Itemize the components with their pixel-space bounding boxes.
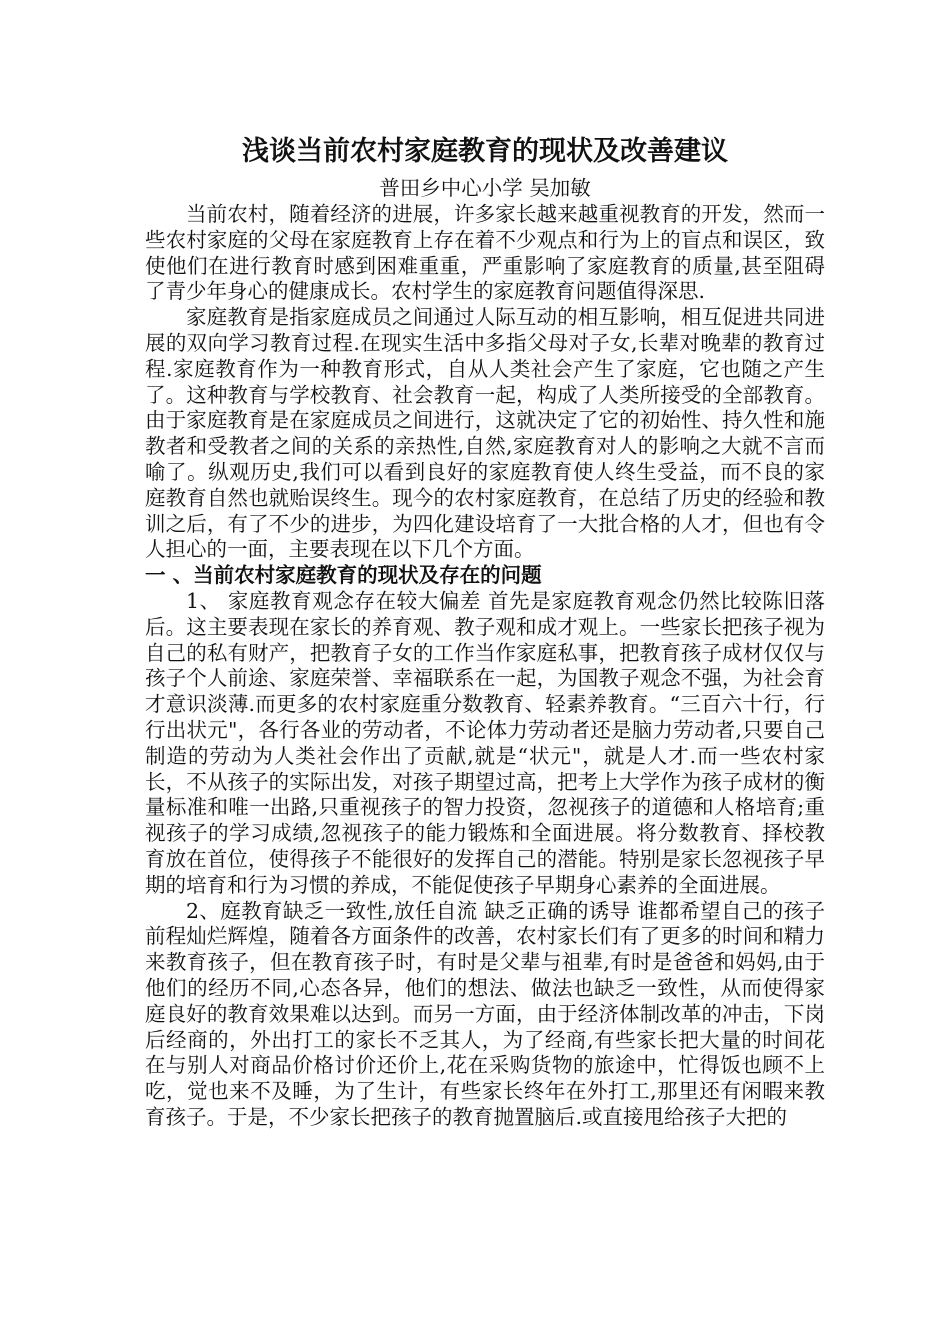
document-author: 普田乡中心小学 吴加敏 bbox=[379, 176, 591, 200]
paragraph-intro: 当前农村，随着经济的进展，许多家长越来越重视教育的开发，然而一些农村家庭的父母在家庭教育上存在着不少观点和行为上的盲点和误区，致使他们在进行教育时感到困难重重，严重影响了家庭教育的质量,甚至阻碍了青少年身心的健康成长。农村学生的家庭教育问题值得深思. bbox=[145, 202, 825, 304]
section-heading: 一 、当前农村家庭教育的现状及存在的问题 bbox=[145, 563, 542, 588]
paragraph-point-1: 1、 家庭教育观念存在较大偏差 首先是家庭教育观念仍然比较陈旧落后。这主要表现在家长的养育观、教子观和成才观上。一些家长把孩子视为自己的私有财产，把教育子女的工作当作家庭私事，把教育孩子成材仅仅与孩子个人前途、家庭荣誉、幸福联系在一起，为国教子观念不强，为社会育才意识淡薄.而更多的农村家庭重分数教育、轻素养教育。“三百六十行，行行出状元"，各行各业的劳动者，不论体力劳动者还是脑力劳动者,只要自己制造的劳动为人类社会作出了贡献,就是“状元"，就是人才.而一些农村家长，不从孩子的实际出发，对孩子期望过高，把考上大学作为孩子成材的衡量标准和唯一出路,只重视孩子的智力投资，忽视孩子的道德和人格培育;重视孩子的学习成绩,忽视孩子的能力锻炼和全面进展。将分数教育、择校教育放在首位，使得孩子不能很好的发挥自己的潜能。特别是家长忽视孩子早期的培育和行为习惯的养成，不能促使孩子早期身心素养的全面进展。 bbox=[145, 588, 825, 897]
document-title: 浅谈当前农村家庭教育的现状及改善建议 bbox=[242, 136, 728, 167]
document-body bbox=[145, 132, 825, 1131]
paragraph-definition: 家庭教育是指家庭成员之间通过人际互动的相互影响，相互促进共同进展的双向学习教育过程.在现实生活中多指父母对子女,长辈对晚辈的教育过程.家庭教育作为一种教育形式，自从人类社会产生了家庭，它也随之产生了。这种教育与学校教育、社会教育一起，构成了人类所接受的全部教育。由于家庭教育是在家庭成员之间进行，这就决定了它的初始性、持久性和施教者和受教者之间的关系的亲热性,自然,家庭教育对人的影响之大就不言而喻了。纵观历史,我们可以看到良好的家庭教育使人终生受益，而不良的家庭教育自然也就贻误终生。现今的农村家庭教育，在总结了历史的经验和教训之后，有了不少的进步，为四化建设培育了一大批合格的人才，但也有令人担心的一面，主要表现在以下几个方面。 bbox=[145, 305, 825, 562]
paragraph-point-2: 2、庭教育缺乏一致性,放任自流 缺乏正确的诱导 谁都希望自己的孩子前程灿烂辉煌，随着各方面条件的改善，农村家长们有了更多的时间和精力来教育孩子，但在教育孩子时，有时是父辈与祖辈,有时是爸爸和妈妈,由于他们的经历不同,心态各异，他们的想法、做法也缺乏一致性，从而使得家庭良好的教育效果难以达到。而另一方面，由于经济体制改革的冲击，下岗后经商的，外出打工的家长不乏其人，为了经商,有些家长把大量的时间花在与别人对商品价格讨价还价上,花在采购货物的旅途中，忙得饭也顾不上吃，觉也来不及睡，为了生计，有些家长终年在外打工,那里还有闲暇来教育孩子。于是，不少家长把孩子的教育抛置脑后.或直接甩给孩子大把的 bbox=[145, 898, 825, 1129]
